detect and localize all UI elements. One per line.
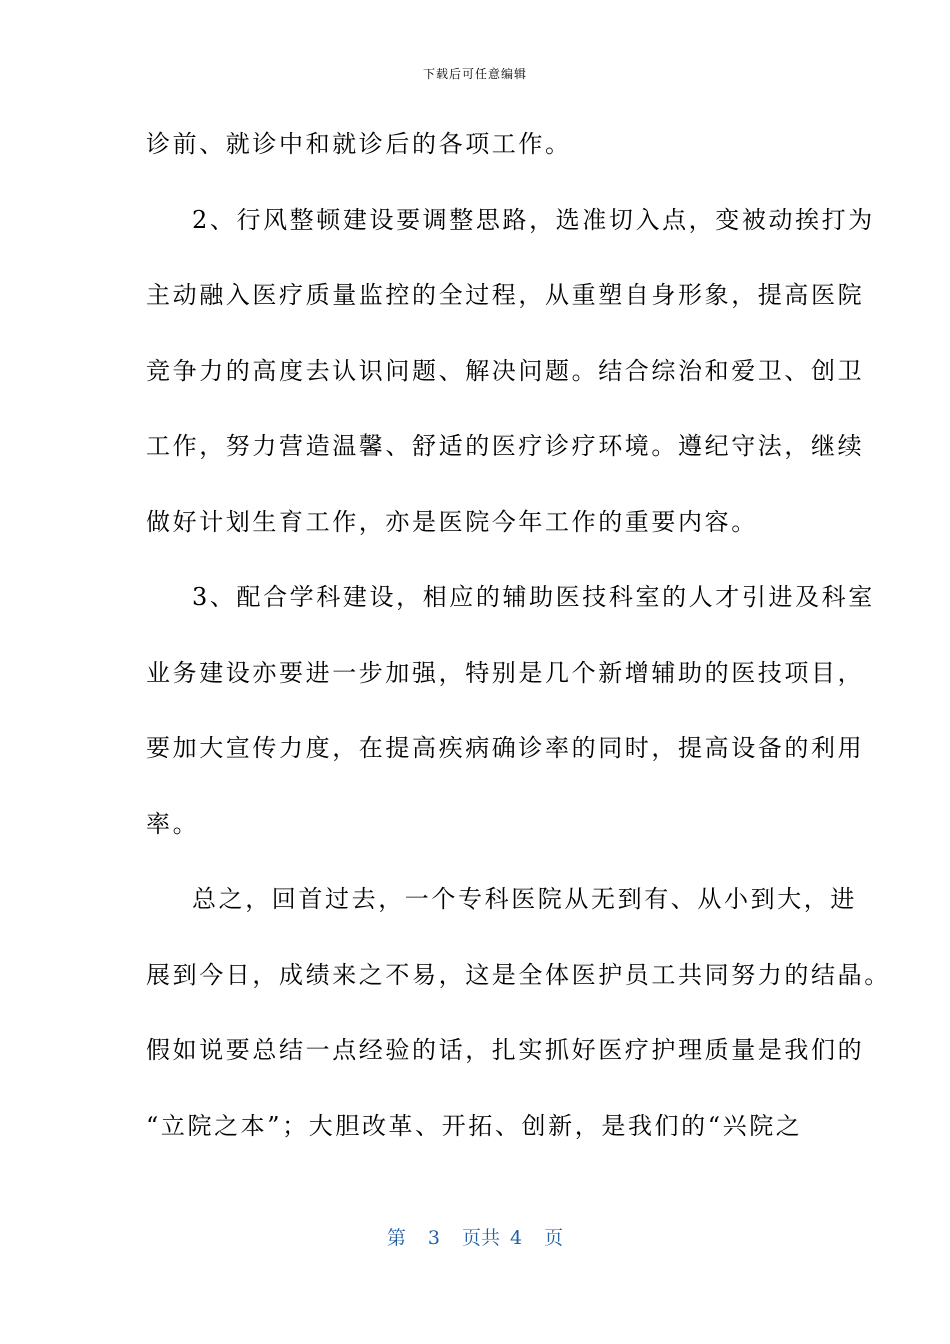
footer-prefix: 第 [386, 1227, 406, 1249]
text-line-2: 2、行风整顿建设要调整思路，选准切入点，变被动挨打为 [192, 205, 875, 234]
footer-middle: 页共 [461, 1227, 500, 1249]
text-line-13: 假如说要总结一点经验的话，扎实抓好医疗护理质量是我们的 [146, 1036, 865, 1064]
text-line-5: 工作，努力营造温馨、舒适的医疗诊疗环境。遵纪守法，继续 [146, 432, 865, 460]
text-line-8: 业务建设亦要进一步加强，特别是几个新增辅助的医技项目， [146, 658, 865, 687]
text-line-3: 主动融入医疗质量监控的全过程，从重塑自身形象，提高医院 [146, 281, 865, 309]
text-line-9: 要加大宣传力度，在提高疾病确诊率的同时，提高设备的利用 [146, 734, 865, 762]
footer-total-pages: 4 [510, 1227, 523, 1249]
text-line-1: 诊前、就诊中和就诊后的各项工作。 [146, 130, 572, 158]
text-line-7: 3、配合学科建设，相应的辅助医技科室的人才引进及科室 [192, 583, 875, 611]
document-body [146, 116, 891, 1173]
text-line-11: 总之，回首过去，一个专科医院从无到有、从小到大，进 [192, 885, 857, 913]
text-line-4: 竞争力的高度去认识问题、解决问题。结合综治和爱卫、创卫 [146, 356, 865, 385]
text-line-6: 做好计划生育工作，亦是医院今年工作的重要内容。 [146, 507, 758, 536]
text-line-12: 展到今日，成绩来之不易，这是全体医护员工共同努力的结晶。 [146, 960, 891, 989]
text-line-10: 率。 [146, 809, 200, 838]
page-footer [0, 1224, 950, 1252]
text-line-14: “立院之本”；大胆改革、开拓、创新，是我们的“兴院之 [146, 1111, 803, 1140]
footer-suffix: 页 [544, 1227, 564, 1249]
page-header: 下载后可任意编辑 [422, 67, 527, 81]
footer-current-page: 3 [427, 1227, 440, 1249]
